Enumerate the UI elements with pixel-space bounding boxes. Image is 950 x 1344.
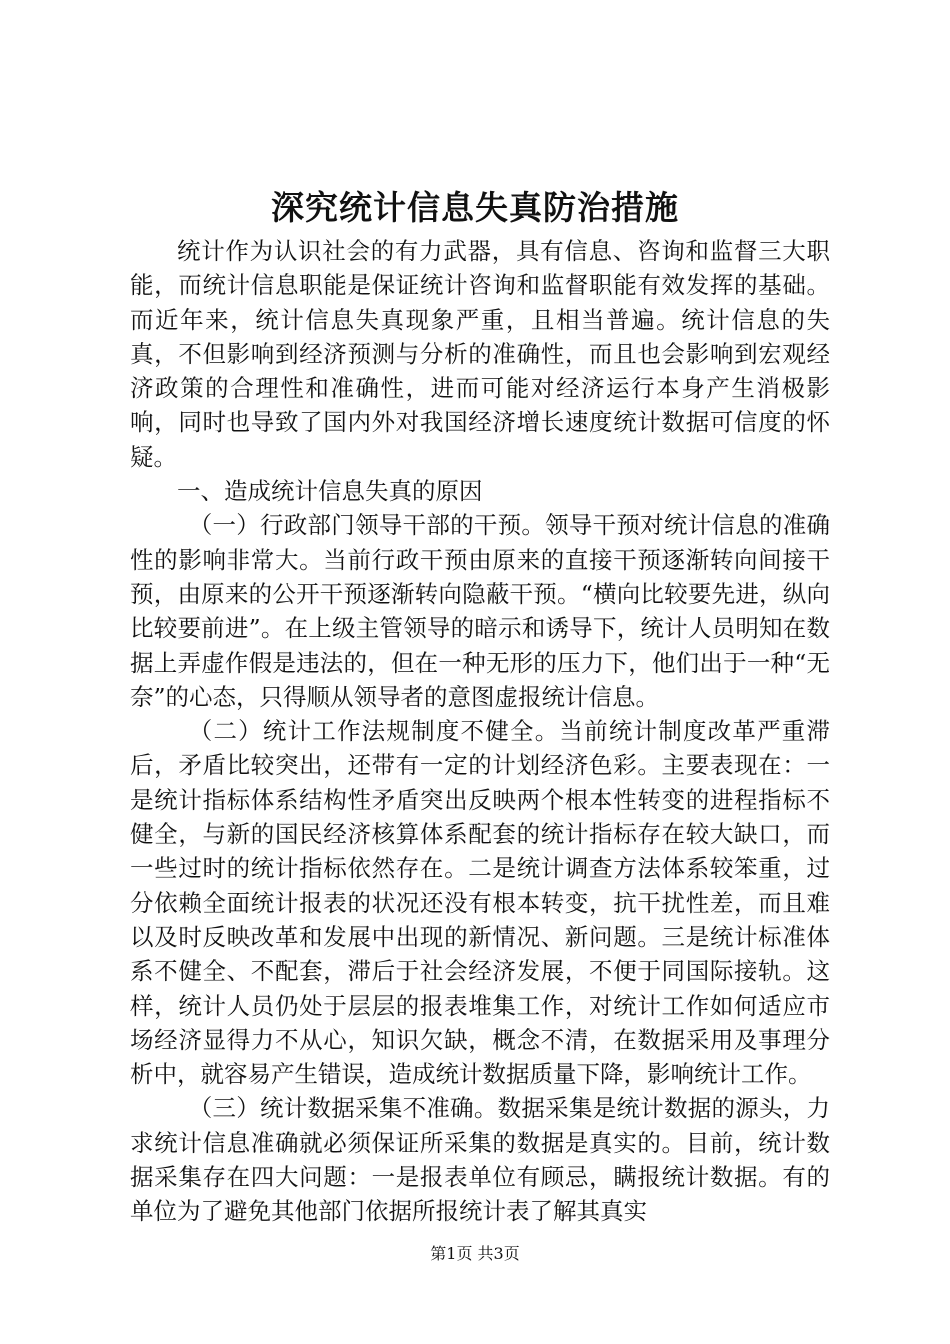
cause-paragraph-1: （一）行政部门领导干部的干预。领导干预对统计信息的准确性的影响非常大。当前行政干预由原来的直接干预逐渐转向间接干预，由原来的公开干预逐渐转向隐蔽干预。“横向比较要先进，纵向比较要前进”。在上级主管领导的暗示和诱导下，统计人员明知在数据上弄虚作假是违法的，但在一种无形的压力下，他们出于一种“无奈”的心态，只得顺从领导者的意图虚报统计信息。 bbox=[130, 511, 830, 711]
cause-paragraph-2: （二）统计工作法规制度不健全。当前统计制度改革严重滞后，矛盾比较突出，还带有一定的计划经济色彩。主要表现在：一是统计指标体系结构性矛盾突出反映两个根本性转变的进程指标不健全，与新的国民经济核算体系配套的统计指标存在较大缺口，而一些过时的统计指标依然存在。二是统计调查方法体系较笨重，过分依赖全面统计报表的状况还没有根本转变，抗干扰性差，而且难以及时反映改革和发展中出现的新情况、新问题。三是统计标准体系不健全、不配套，滞后于社会经济发展，不便于同国际接轨。这样，统计人员仍处于层层的报表堆集工作，对统计工作如何适应市场经济显得力不从心，知识欠缺，概念不清，在数据采用及事理分析中，就容易产生错误，造成统计数据质量下降，影响统计工作。 bbox=[130, 717, 830, 1089]
document-title: 深究统计信息失真防治措施 bbox=[271, 188, 679, 227]
section-heading: 一、造成统计信息失真的原因 bbox=[177, 477, 483, 506]
intro-paragraph: 统计作为认识社会的有力武器，具有信息、咨询和监督三大职能，而统计信息职能是保证统计咨询和监督职能有效发挥的基础。而近年来，统计信息失真现象严重，且相当普遍。统计信息的失真，不但影响到经济预测与分析的准确性，而且也会影响到宏观经济政策的合理性和准确性，进而可能对经济运行本身产生消极影响，同时也导致了国内外对我国经济增长速度统计数据可信度的怀疑。 bbox=[130, 237, 830, 471]
document-body bbox=[130, 234, 830, 1229]
cause-paragraph-3: （三）统计数据采集不准确。数据采集是统计数据的源头，力求统计信息准确就必须保证所采集的数据是真实的。目前，统计数据采集存在四大问题：一是报表单位有顾忌，瞒报统计数据。有的单位为了避免其他部门依据所报统计表了解其真实 bbox=[130, 1094, 830, 1226]
page-number-footer: 第1页 共3页 bbox=[430, 1244, 520, 1263]
